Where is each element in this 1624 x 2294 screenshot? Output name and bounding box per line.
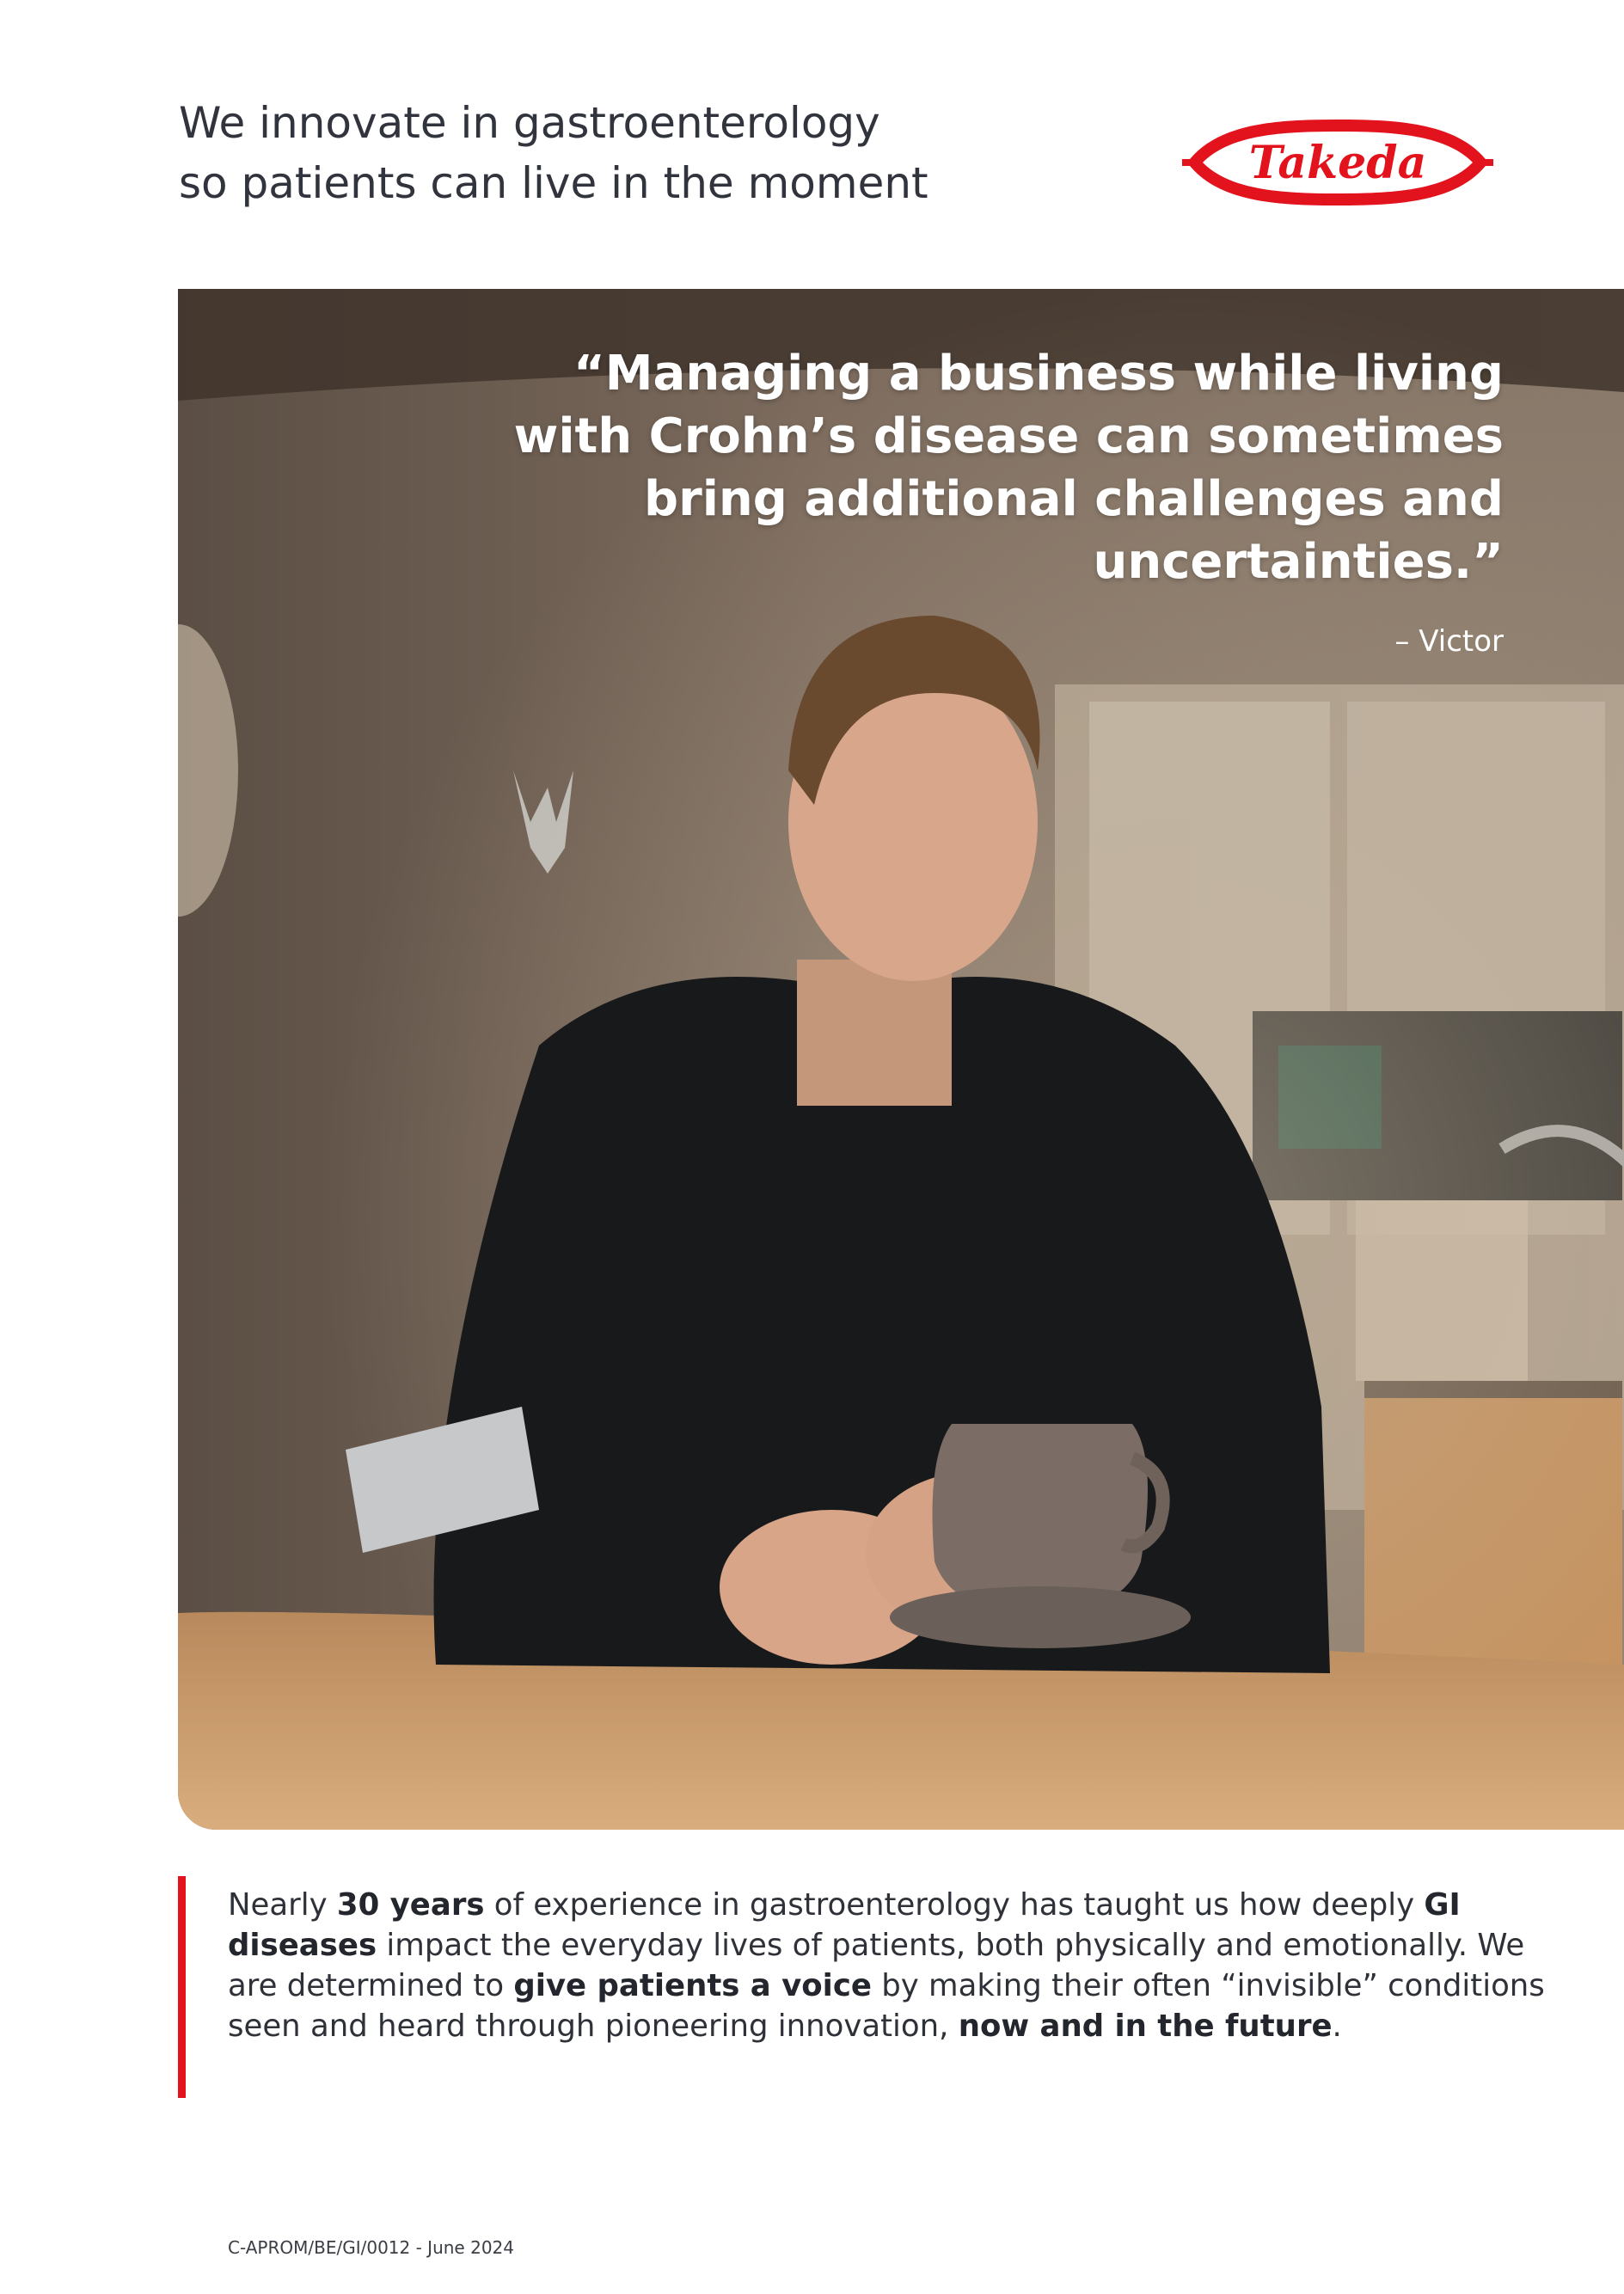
- quote-line-2: with Crohn’s disease can sometimes: [513, 408, 1504, 464]
- body-text-highlight: 30 years: [336, 1887, 485, 1923]
- page-headline: [179, 93, 1039, 213]
- body-text-highlight: GI diseases: [228, 1887, 1461, 1963]
- headline-line-2: so patients can live in the moment: [179, 158, 928, 208]
- takeda-logo: [1182, 116, 1493, 209]
- body-text-segment: .: [1332, 2009, 1342, 2044]
- body-paragraph: [228, 1885, 1552, 2046]
- testimonial-quote: [472, 342, 1504, 593]
- headline-line-1: We innovate in gastroenterology: [179, 98, 880, 148]
- body-text-segment: Nearly: [228, 1887, 337, 1923]
- body-text-highlight: give patients a voice: [513, 1968, 872, 2003]
- body-text-highlight: now and in the future: [958, 2009, 1333, 2044]
- document-code: C-APROM/BE/GI/0012 - June 2024: [228, 2237, 514, 2258]
- body-text-segment: of experience in gastroenterology has taught us how deeply: [484, 1887, 1425, 1923]
- accent-bar: [178, 1876, 186, 2098]
- hero-photo: [178, 289, 1624, 1830]
- svg-text:Takeda: Takeda: [1248, 137, 1427, 189]
- quote-line-1: “Managing a business while living: [573, 346, 1504, 402]
- body-text-segment: impact the everyday lives of patients, both physically and emotionally. We are determined to: [228, 1928, 1525, 2003]
- quote-author: – Victor: [1394, 624, 1504, 659]
- quote-line-3: bring additional challenges and: [643, 471, 1504, 527]
- body-text-segment: by making their often “invisible” conditions seen and heard through pioneering innovation,: [228, 1968, 1545, 2044]
- quote-line-4: uncertainties.”: [1093, 534, 1504, 590]
